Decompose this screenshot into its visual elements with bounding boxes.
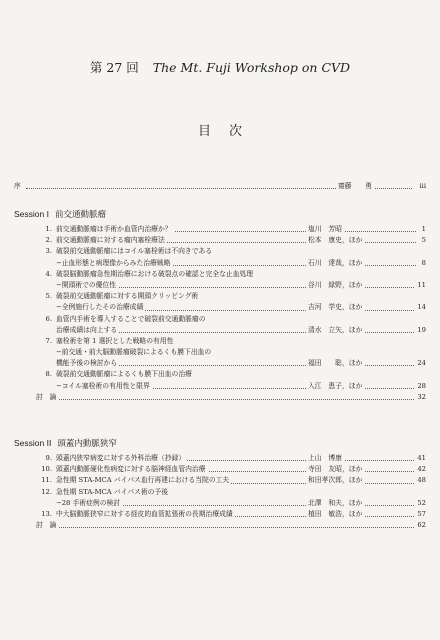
entry-author [306,498,364,509]
contents-heading: 目次 [197,124,260,139]
entry-author [306,258,364,269]
author-name: 谷川 緑野， [308,280,349,289]
author-suffix: ほか [348,280,363,289]
toc-entry-line [14,246,426,257]
entry-author [306,509,364,520]
entry-number: 8. [45,370,52,379]
entry-number: 9. [45,454,52,462]
author-name: 寺田 友昭， [308,465,349,474]
session-1 [14,207,426,403]
toc-entry-line [14,347,426,358]
toc-entry-line [14,291,426,302]
toc-entry-line [14,280,426,291]
author-suffix: ほか [348,498,363,507]
entry-number: 12. [41,487,52,496]
entry-page: 24 [415,358,426,369]
entry-title: 中大脳動脈狭窄に対する経皮的血管拡張術の長期治療成績 [56,509,235,520]
author-suffix: ほか [348,236,363,245]
author-suffix: ほか [348,476,363,485]
entry-page: 32 [415,392,426,403]
preface-page: iii [417,181,426,192]
toc-entry-line [14,369,426,380]
entry-title: 頭蓋内動脈硬化性病変に対する脳神経血管内治療 [56,464,208,475]
entry-title: 塞栓術を第 1 選択とした戦略の有用性 [56,336,175,347]
entry-page: 8 [420,258,426,269]
preface-entry [14,181,426,192]
entry-title: −全例施行したその治療成績 [56,302,145,313]
entry-number: 1. [45,225,52,233]
entry-title: 治療成績は向上する [56,325,119,336]
entry-number: 7. [45,336,52,345]
preface-label: 序 [14,181,23,192]
discussion-row [14,392,426,403]
entry-page: 42 [415,464,426,475]
author-suffix: ほか [348,381,363,390]
author-name: 北澤 和夫， [308,498,349,507]
toc-entry-line [14,235,426,246]
entry-title: −前交通・前大脳動脈瘤破裂によるくも膜下出血の [56,347,213,358]
session-label: Session II [14,438,52,448]
toc-entry-line [14,509,426,520]
entry-author [306,224,344,235]
author-suffix: ほか [348,359,363,368]
author-name: 福田 聡， [308,359,349,368]
author-name: 入江 恵子， [308,381,349,390]
entry-page: 5 [420,235,426,246]
entry-number: 6. [45,314,52,323]
entry-page: 19 [415,325,426,336]
entry-author [306,475,364,486]
author-name: 石川 達哉， [308,258,349,267]
entry-page: 41 [415,453,426,464]
entry-author [306,464,364,475]
entry-title: 破裂脳動脈瘤急性期治療における破裂点の確認と完全な止血処理 [56,269,255,280]
toc-entry-line [14,325,426,336]
entry-page: 62 [415,520,426,531]
author-name: 塩川 芳昭 [308,225,342,233]
workshop-title: The Mt. Fuji Workshop on CVD [152,60,351,75]
entry-number: 5. [45,292,52,301]
author-name: 上山 博康 [308,454,342,462]
session-title: 頭蓋内動脈狭窄 [57,439,117,449]
author-suffix: ほか [348,509,363,518]
session-2 [14,436,426,531]
entry-author [306,358,364,369]
session-title: 前交通動脈瘤 [54,210,106,220]
entry-number: 11. [41,476,52,485]
entry-title: 破裂前交通動脈瘤にはコイル塞栓術は不向きである [56,246,214,257]
entry-number: 3. [45,247,52,256]
leader-dots [36,399,416,400]
entry-author [306,302,364,313]
session-heading [14,436,426,450]
author-suffix: ほか [348,258,363,267]
entry-author [306,325,364,336]
entry-title: −コイル塞栓術の有用性と限界 [56,381,152,392]
entry-title: −開頭術での優位性 [56,280,118,291]
entry-title: 頭蓋内狭窄病変に対する外科治療（抄録） [56,453,187,464]
session-label: Session I [14,209,49,219]
author-suffix: ほか [348,303,363,312]
entry-page: 14 [415,302,426,313]
entry-title: 前交通動脈瘤は手術か血管内治療か？ [56,224,174,235]
workshop-header [0,58,440,76]
entry-title: 機能予後の検討から [56,358,119,369]
entry-page: 57 [415,509,426,520]
entry-number: 13. [41,509,52,518]
entry-title: −止血形態と病理像からみた治療戦略 [56,258,172,269]
entry-title: 急性期 STA-MCA バイパス血行再建における当院の工夫 [56,475,231,486]
author-name: 吉河 学史， [308,303,349,312]
entry-page: 48 [415,475,426,486]
toc-entry-line [14,381,426,392]
author-name: 清水 立矢， [308,325,349,334]
entry-page: 52 [415,498,426,509]
entry-title: 破裂前交通動脈瘤に対する開頭クリッピング術 [56,291,200,302]
author-name: 植田 敏浩， [308,509,349,518]
entry-title: 急性期 STA-MCA バイパス術の予後 [56,487,170,498]
workshop-number: 第 27 回 [89,60,139,75]
toc-entry-line [14,336,426,347]
entry-page: 11 [415,280,426,291]
toc-entry-line [14,269,426,280]
entry-number: 10. [41,465,52,474]
toc-entry-line [14,302,426,313]
discussion-row [14,520,426,531]
discussion-label: 討 論 [36,520,58,531]
toc-entry-line [14,475,426,486]
entry-title: 前交通動脈瘤に対する瘤内塞栓療法 [56,235,167,246]
entry-page: 1 [420,224,426,235]
toc-entry-line [14,464,426,475]
entry-author [306,453,344,464]
entry-author [306,235,364,246]
toc-entry-line [14,224,426,235]
author-suffix: ほか [348,325,363,334]
leader-dots [36,527,416,528]
toc-entry-line [14,453,426,464]
author-name: 和田孝次郎， [308,476,349,485]
author-suffix: ほか [348,465,363,474]
entry-title: −28 手術症例の検討 [56,498,122,509]
entry-title: 血管内手術を導入することで破裂前交通動脈瘤の [56,314,208,325]
entry-page: 28 [415,381,426,392]
entry-number: 2. [45,236,52,245]
discussion-label: 討 論 [36,392,58,403]
toc-entry-line [14,358,426,369]
toc-entry-line [14,498,426,509]
toc-entry-line [14,258,426,269]
entry-author [306,280,364,291]
author-name: 松本 康史， [308,236,349,245]
entry-author [306,381,364,392]
entry-title: 破裂前交通動脈瘤によるくも膜下出血の治療 [56,369,194,380]
session-heading [14,207,426,221]
toc-entry-line [14,314,426,325]
entry-number: 4. [45,269,52,278]
toc-row [14,181,426,192]
toc-entry-line [14,487,426,498]
preface-author: 齋藤 勇 [336,181,374,192]
